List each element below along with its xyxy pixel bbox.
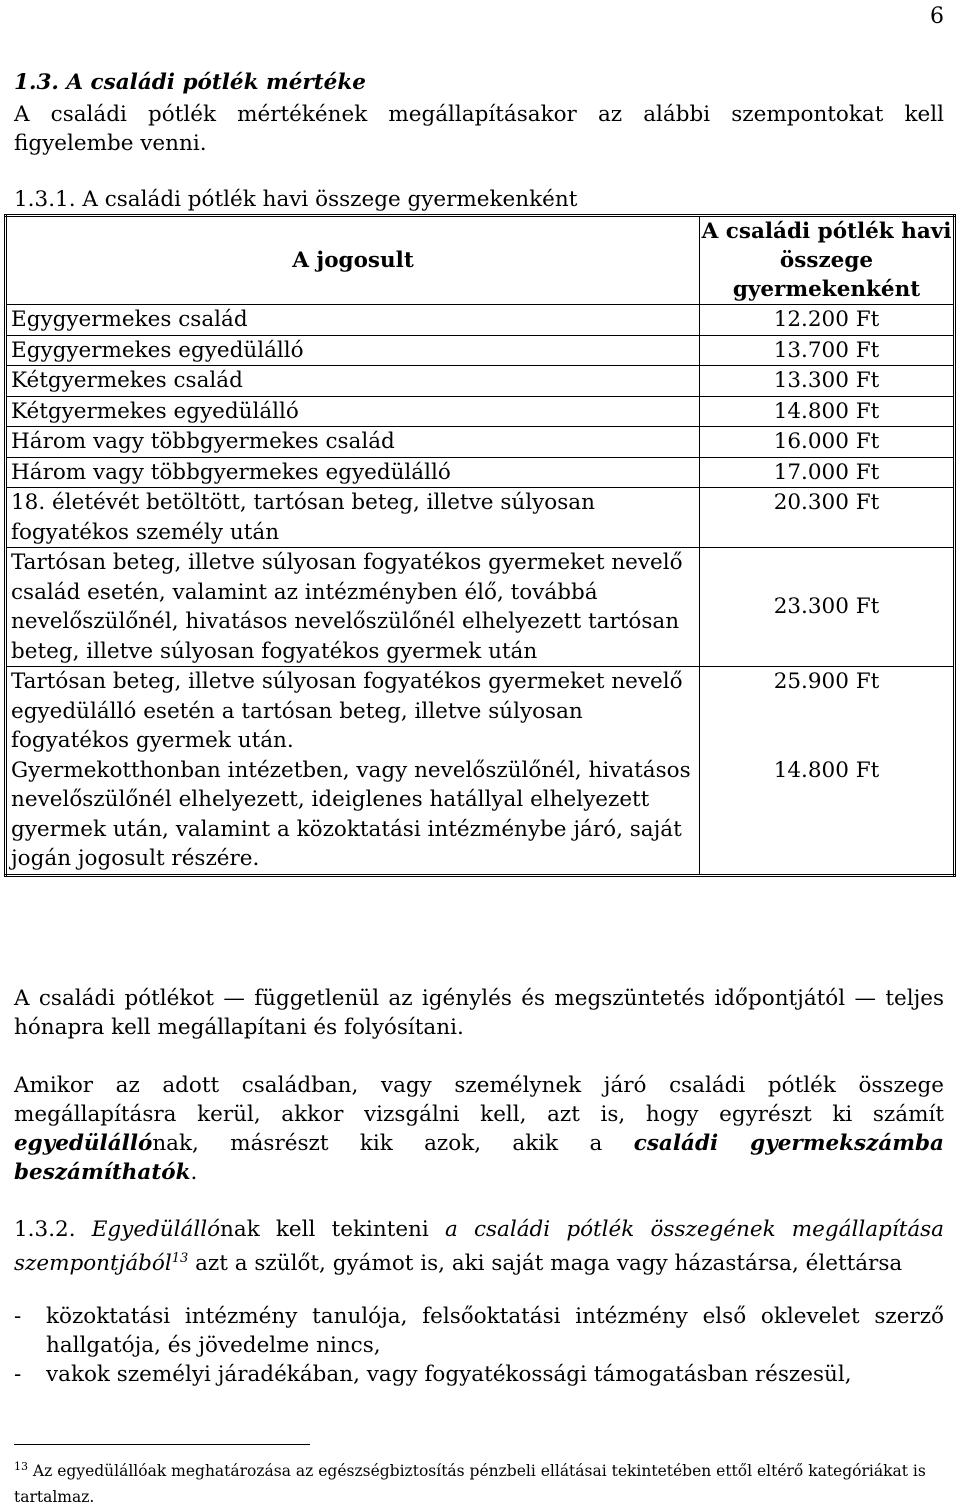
table-header-row xyxy=(6,216,955,305)
table-row xyxy=(6,667,955,756)
row-label: Tartósan beteg, illetve súlyosan fogyatékos gyermeket nevelő család esetén, valamint az intézményben élő, továbbá nevelőszülőnél, hivatásos nevelőszülőnél elhelyezett tartósan beteg, illetve súlyosan fogyatékos gyermek után xyxy=(6,548,700,667)
table-row xyxy=(6,305,955,336)
list-item-text: vakok személyi járadékában, vagy fogyatékossági támogatásban részesül, xyxy=(46,1362,852,1387)
row-label: Egygyermekes egyedülálló xyxy=(6,335,700,366)
list-item-text: közoktatási intézmény tanulója, felsőoktatási intézmény első oklevelet szerző hallgatója, és jövedelme nincs, xyxy=(46,1304,944,1358)
emphasis-purpose: a családi pótlék összegének megállapítása szempontjából xyxy=(14,1217,945,1277)
text-run: . xyxy=(190,1160,198,1185)
table-row xyxy=(6,335,955,366)
text-run: Amikor az adott családban, vagy személynek járó családi pótlék összege megállapításra kerül, akkor vizsgálni kell, azt is, hogy egyrészt ki számít xyxy=(14,1073,944,1127)
list-dash: - xyxy=(14,1362,22,1387)
row-label: Kétgyermekes család xyxy=(6,366,700,397)
section-heading: 1.3. A családi pótlék mértéke xyxy=(14,70,366,95)
table-row xyxy=(6,396,955,427)
row-label: Három vagy többgyermekes egyedülálló xyxy=(6,457,700,488)
table-row xyxy=(6,457,955,488)
page-number: 6 xyxy=(930,4,944,29)
footnote-divider xyxy=(14,1444,310,1445)
table-row xyxy=(6,366,955,397)
footnote-number: 13 xyxy=(14,1460,28,1473)
footnote-reference: 13 xyxy=(171,1251,189,1266)
footnote xyxy=(14,1454,946,1510)
row-amount: 25.900 Ft xyxy=(700,667,955,756)
paragraph-full-month: A családi pótlékot — függetlenül az igénylés és megszüntetés időpontjától — teljes hónapra kell megállapítani és folyósítani. xyxy=(14,986,944,1040)
list-item xyxy=(14,1360,944,1389)
list-dash: - xyxy=(14,1304,22,1329)
text-run: nak kell tekinteni xyxy=(220,1217,445,1242)
row-amount: 14.800 Ft xyxy=(700,756,955,876)
row-amount: 23.300 Ft xyxy=(700,548,955,667)
row-amount: 12.200 Ft xyxy=(700,305,955,336)
text-run: nak, másrészt kik azok, akik a xyxy=(152,1131,634,1156)
row-label: Három vagy többgyermekes család xyxy=(6,427,700,458)
condition-list xyxy=(14,1302,944,1389)
row-label: Gyermekotthonban intézetben, vagy nevelőszülőnél, hivatásos nevelőszülőnél elhelyezett, ideiglenes hatállyal elhelyezett gyermek után, valamint a közoktatási intézménybe járó, saját jogán jogosult részére. xyxy=(6,756,700,876)
paragraph-assessment xyxy=(14,1071,944,1187)
row-label: 18. életévét betöltött, tartósan beteg, illetve súlyosan fogyatékos személy után xyxy=(6,488,700,548)
row-amount: 13.300 Ft xyxy=(700,366,955,397)
header-amount: A családi pótlék havi összege gyermekenként xyxy=(700,216,955,305)
row-amount: 16.000 Ft xyxy=(700,427,955,458)
table-row xyxy=(6,756,955,876)
row-amount: 14.800 Ft xyxy=(700,396,955,427)
row-label: Egygyermekes család xyxy=(6,305,700,336)
table-row xyxy=(6,548,955,667)
row-amount: 13.700 Ft xyxy=(700,335,955,366)
intro-paragraph: A családi pótlék mértékének megállapításakor az alábbi szempontokat kell figyelembe venni. xyxy=(14,102,944,156)
emphasis-single-parent: Egyedülálló xyxy=(91,1217,221,1242)
footnote-text: Az egyedülállóak meghatározása az egészségbiztosítás pénzbeli ellátásai tekintetében ettől eltérő kategóriákat is tartalmaz. xyxy=(14,1462,926,1507)
row-label: Kétgyermekes egyedülálló xyxy=(6,396,700,427)
text-run: 1.3.2. xyxy=(14,1217,92,1242)
paragraph-single-parent-definition xyxy=(14,1215,944,1278)
list-item xyxy=(14,1302,944,1360)
row-label: Tartósan beteg, illetve súlyosan fogyatékos gyermeket nevelő egyedülálló esetén a tartósan beteg, illetve súlyosan fogyatékos gyermek után. xyxy=(6,667,700,756)
table-row xyxy=(6,488,955,548)
text-run: azt a szülőt, gyámot is, aki saját maga vagy házastársa, élettársa xyxy=(188,1251,903,1277)
emphasis-single-parent: egyedülálló xyxy=(14,1131,153,1156)
emphasis-child-count: családi gyermekszámba beszámíthatók xyxy=(14,1131,944,1185)
table-row xyxy=(6,427,955,458)
allowance-table xyxy=(4,214,956,877)
row-amount: 20.300 Ft xyxy=(700,488,955,548)
header-entitled: A jogosult xyxy=(6,216,700,305)
row-amount: 17.000 Ft xyxy=(700,457,955,488)
subsection-heading: 1.3.1. A családi pótlék havi összege gyermekenként xyxy=(14,187,578,212)
